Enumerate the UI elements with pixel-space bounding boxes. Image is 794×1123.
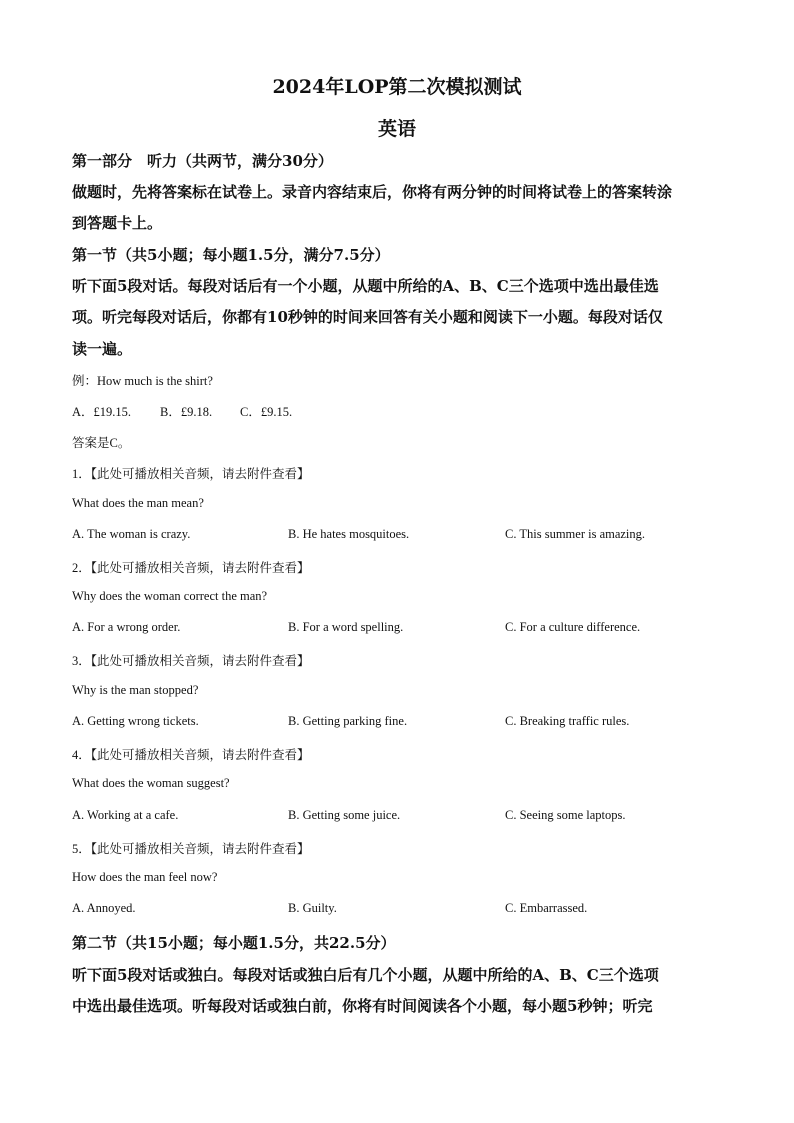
section2-heading: 第二节（共15小题；每小题1.5分，共22.5分） [72, 934, 396, 952]
example-answer: 答案是C。 [72, 436, 131, 450]
example-question: 例：How much is the shirt? [72, 374, 213, 388]
q3-audio-placeholder: 3．【此处可播放相关音频，请去附件查看】 [72, 654, 310, 668]
q4-audio-placeholder: 4．【此处可播放相关音频，请去附件查看】 [72, 748, 310, 762]
q4-option-a: A. Working at a cafe. [72, 808, 179, 822]
q1-option-b: B. He hates mosquitoes. [288, 527, 410, 541]
q4-option-b: B. Getting some juice. [288, 808, 401, 822]
q2-option-c: C. For a culture difference. [505, 620, 641, 634]
example-option-a: A．£19.15. [72, 405, 132, 419]
q5-option-c: C. Embarrassed. [505, 901, 588, 915]
q1-option-a: A. The woman is crazy. [72, 527, 191, 541]
q4-option-c: C. Seeing some laptops. [505, 808, 626, 822]
q2-audio-placeholder: 2．【此处可播放相关音频，请去附件查看】 [72, 561, 310, 575]
q2-option-a: A. For a wrong order. [72, 620, 181, 634]
q5-option-a: A. Annoyed. [72, 901, 136, 915]
section1-instructions-line-2: 项。听完每段对话后，你都有10秒钟的时间来回答有关小题和阅读下一小题。每段对话仅 [72, 308, 663, 326]
q1-audio-placeholder: 1．【此处可播放相关音频，请去附件查看】 [72, 467, 310, 481]
q3-question: Why is the man stopped? [72, 683, 199, 697]
exam-title: 2024年LOP第二次模拟测试 [272, 76, 522, 98]
section2-instructions-line-1: 听下面5段对话或独白。每段对话或独白后有几个小题，从题中所给的A、B、C三个选项 [72, 966, 659, 984]
q2-question: Why does the woman correct the man? [72, 589, 268, 603]
q3-option-b: B. Getting parking fine. [288, 714, 408, 728]
q1-question: What does the man mean? [72, 496, 204, 510]
q5-option-b: B. Guilty. [288, 901, 337, 915]
q5-audio-placeholder: 5．【此处可播放相关音频，请去附件查看】 [72, 842, 310, 856]
q5-question: How does the man feel now? [72, 870, 218, 884]
q3-option-a: A. Getting wrong tickets. [72, 714, 199, 728]
section2-instructions-line-2: 中选出最佳选项。听每段对话或独白前，你将有时间阅读各个小题，每小题5秒钟；听完 [72, 997, 653, 1015]
section1-instructions-line-1: 听下面5段对话。每段对话后有一个小题，从题中所给的A、B、C三个选项中选出最佳选 [72, 277, 659, 295]
part1-heading: 第一部分 听力（共两节，满分30分） [72, 152, 333, 170]
section1-instructions-line-3: 读一遍。 [72, 340, 133, 358]
q2-option-b: B. For a word spelling. [288, 620, 404, 634]
q1-option-c: C. This summer is amazing. [505, 527, 646, 541]
example-option-b: B．£9.18. [160, 405, 213, 419]
section1-heading: 第一节（共5小题；每小题1.5分，满分7.5分） [72, 246, 390, 264]
example-option-c: C．£9.15. [240, 405, 293, 419]
exam-subject: 英语 [377, 118, 416, 140]
part1-instructions-line-2: 到答题卡上。 [72, 214, 163, 232]
part1-instructions-line-1: 做题时，先将答案标在试卷上。录音内容结束后，你将有两分钟的时间将试卷上的答案转涂 [72, 183, 673, 201]
q3-option-c: C. Breaking traffic rules. [505, 714, 630, 728]
q4-question: What does the woman suggest? [72, 776, 230, 790]
